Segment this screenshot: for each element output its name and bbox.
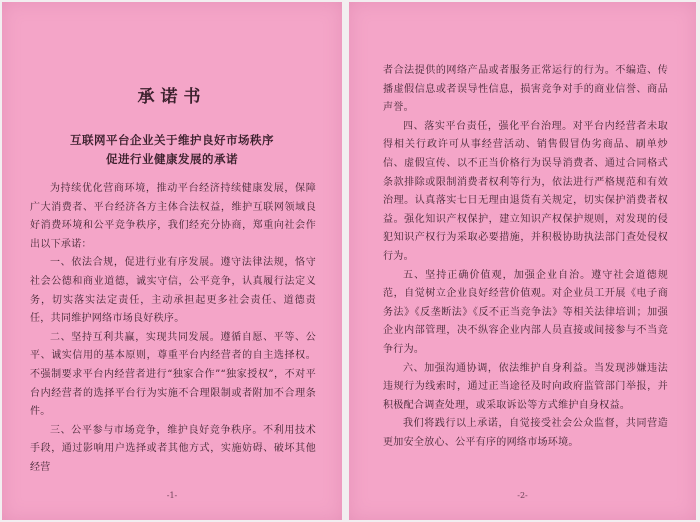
- document-page-2: [349, 2, 696, 520]
- commitment-paragraph-5: 五、坚持正确价值观，加强企业自治。遵守社会道德规范，自觉树立企业良好经营价值观。对企业员工开展《电子商务法》《反垄断法》《反不正当竞争法》等相关法律培训；加强企业内部管理，决不纵容企业内部人员直接或间接参与不当竞争行为。: [383, 269, 668, 355]
- document-title: 承诺书: [137, 87, 207, 107]
- document-subtitle-line-1: 互联网平台企业关于维护良好市场秩序: [70, 133, 274, 147]
- commitment-paragraph-6: 六、加强沟通协调，依法维护自身利益。当发现涉嫌违法违规行为线索时，通过正当途径及时向政府监管部门举报，并积极配合调查处理，或采取诉讼等方式维护自身权益。: [383, 362, 668, 411]
- commitment-paragraph-2: 二、坚持互利共赢，实现共同发展。遵循自愿、平等、公平、诚实信用的基本原则，尊重平台内经营者的自主选择权。不强制要求平台内经营者进行“独家合作”“独家授权”，不对平台内经营者的选择平台行为实施不合理限制或者附加不合理条件。: [30, 331, 316, 418]
- closing-paragraph: 我们将践行以上承诺，自觉接受社会公众监督，共同营造更加安全放心、公平有序的网络市场环境。: [383, 418, 668, 448]
- page-1-body: [30, 180, 316, 478]
- document-page-1: [2, 2, 342, 520]
- commitment-paragraph-4: 四、落实平台责任，强化平台治理。对平台内经营者未取得相关行政许可从事经营活动、销售假冒伪劣商品、刷单炒信、虚假宣传、以不正当价格行为误导消费者、通过合同格式条款排除或限制消费者权利等行为，依法进行严格规范和有效治理。认真落实七日无理由退货有关规定，切实保护消费者权益。强化知识产权保护，建立知识产权保护规则，对发现的侵犯知识产权行为采取必要措施，并积极协助执法部门查处侵权行为。: [383, 120, 668, 262]
- commitment-paragraph-3: 三、公平参与市场竞争，维护良好竞争秩序。不利用技术手段，通过影响用户选择或者其他方式，实施妨碍、破坏其他经营: [30, 424, 316, 473]
- document-subtitle-line-2: 促进行业健康发展的承诺: [106, 152, 238, 166]
- page-2-body: [383, 62, 668, 452]
- page-number: -2-: [517, 491, 528, 500]
- continued-paragraph: 者合法提供的网络产品或者服务正常运行的行为。不编造、传播虚假信息或者误导性信息，损害竞争对手的商业信誉、商品声誉。: [383, 65, 668, 114]
- page-number: -1-: [166, 491, 178, 500]
- intro-paragraph: 为持续优化营商环境，推动平台经济持续健康发展，保障广大消费者、平台经济各方主体合法权益，维护互联网领域良好消费环境和公平竞争秩序，我们经充分协商，郑重向社会作出以下承诺：: [30, 183, 316, 250]
- commitment-paragraph-1: 一、依法合规，促进行业有序发展。遵守法律法规，恪守社会公德和商业道德，诚实守信，公平竞争，认真履行法定义务，切实落实法定责任，主动承担起更多社会责任、道德责任，共同维护网络市场良好秩序。: [30, 257, 316, 325]
